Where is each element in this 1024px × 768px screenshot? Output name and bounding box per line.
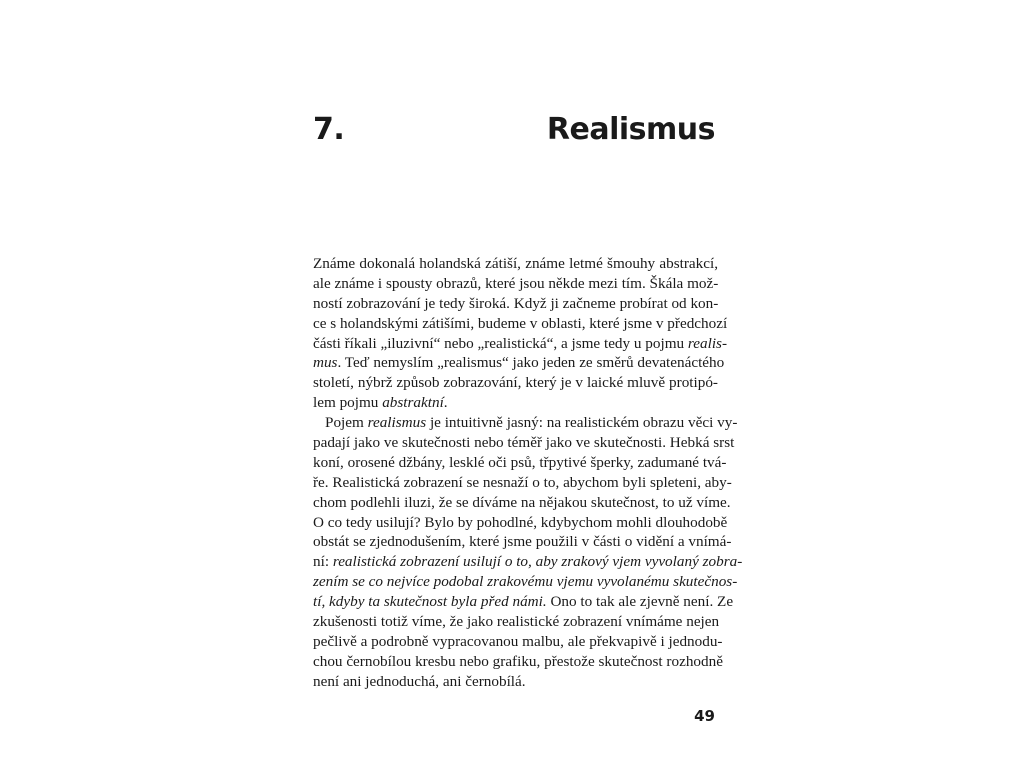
paragraph — [313, 254, 728, 413]
text-run: je intuitivně jasný: na realistickém obrazu věci vy- — [426, 414, 738, 432]
text-run: ale známe i spousty obrazů, které jsou někde mezi tím. Škála mož- — [313, 274, 719, 292]
text-line — [313, 453, 727, 473]
text-line — [313, 652, 723, 672]
text-run: části říkali „iluzivní“ nebo „realistická“, a jsme tedy u pojmu — [313, 334, 688, 352]
text-run: chom podlehli iluzi, že se díváme na nějakou skutečnost, to už víme. — [313, 493, 731, 511]
text-run: zkušenosti totiž víme, že jako realistické zobrazení vnímáme nejen — [313, 613, 720, 631]
text-line — [313, 572, 738, 592]
body-text — [313, 254, 743, 692]
text-line — [313, 493, 731, 513]
italic-run: realismus — [367, 414, 427, 432]
text-run: ností zobrazování je tedy široká. Když ji začneme probírat od kon- — [313, 294, 719, 312]
text-run: O co tedy usilují? Bylo by pohodlné, kdybychom mohli dlouhodobě — [313, 513, 728, 531]
text-run: ře. Realistická zobrazení se nesnaží o to, abychom byli spleteni, aby- — [313, 473, 732, 491]
text-line — [313, 373, 718, 393]
text-run: padají jako ve skutečnosti nebo téměř jako ve skutečnosti. Hebká srst — [313, 434, 735, 452]
text-line — [313, 552, 743, 572]
text-line — [313, 294, 718, 314]
text-run: . Teď nemyslím „realismus“ jako jeden ze směrů devatenáctého — [337, 354, 725, 372]
chapter-title: Realismus — [546, 112, 715, 147]
page-number: 49 — [694, 707, 715, 725]
text-line — [313, 612, 718, 632]
text-run: Pojem — [325, 414, 368, 432]
text-line — [313, 254, 718, 274]
text-line — [313, 334, 728, 354]
text-line — [313, 314, 728, 334]
text-run: Ono to tak ale zjevně není. Ze — [546, 593, 734, 611]
italic-run: mus — [313, 354, 338, 372]
text-run: není ani jednoduchá, ani černobílá. — [313, 672, 526, 690]
text-line — [313, 353, 725, 373]
text-run: ní: — [313, 553, 333, 571]
text-line — [313, 393, 718, 413]
text-line — [313, 592, 734, 612]
italic-run: realis- — [687, 334, 728, 352]
text-line — [313, 672, 718, 692]
text-run: pečlivě a podrobně vypracovanou malbu, ale překvapivě i jednodu- — [313, 632, 723, 650]
text-run: chou černobílou kresbu nebo grafiku, přestože skutečnost rozhodně — [313, 652, 723, 670]
text-line — [313, 473, 732, 493]
text-run: ce s holandskými zátišími, budeme v oblasti, které jsme v předchozí — [313, 314, 728, 332]
text-line — [313, 513, 728, 533]
text-line — [313, 632, 723, 652]
text-line — [313, 413, 738, 433]
text-line — [313, 433, 735, 453]
text-run: obstát se zjednodušením, které jsme použili v části o vidění a vnímá- — [313, 533, 732, 551]
italic-run: abstraktní — [382, 394, 444, 412]
text-run: Známe dokonalá holandská zátiší, známe letmé šmouhy abstrakcí, — [313, 255, 718, 272]
text-run: lem pojmu — [313, 394, 383, 412]
italic-run: tí, kdyby ta skutečnost byla před námi. — [313, 593, 547, 611]
text-line — [313, 274, 718, 294]
text-run: století, nýbrž způsob zobrazování, který je v laické mluvě protipó- — [313, 374, 718, 392]
italic-run: zením se co nejvíce podobal zrakovému vjemu vyvolanému skutečnos- — [313, 573, 738, 591]
text-run: . — [443, 394, 448, 412]
chapter-number: 7. — [313, 112, 345, 147]
italic-run: realistická zobrazení usilují o to, aby zrakový vjem vyvolaný zobra- — [332, 553, 743, 571]
text-run: koní, orosené džbány, lesklé oči psů, třpytivé šperky, zadumané tvá- — [313, 453, 727, 471]
paragraph — [313, 413, 743, 691]
text-line — [313, 532, 732, 552]
